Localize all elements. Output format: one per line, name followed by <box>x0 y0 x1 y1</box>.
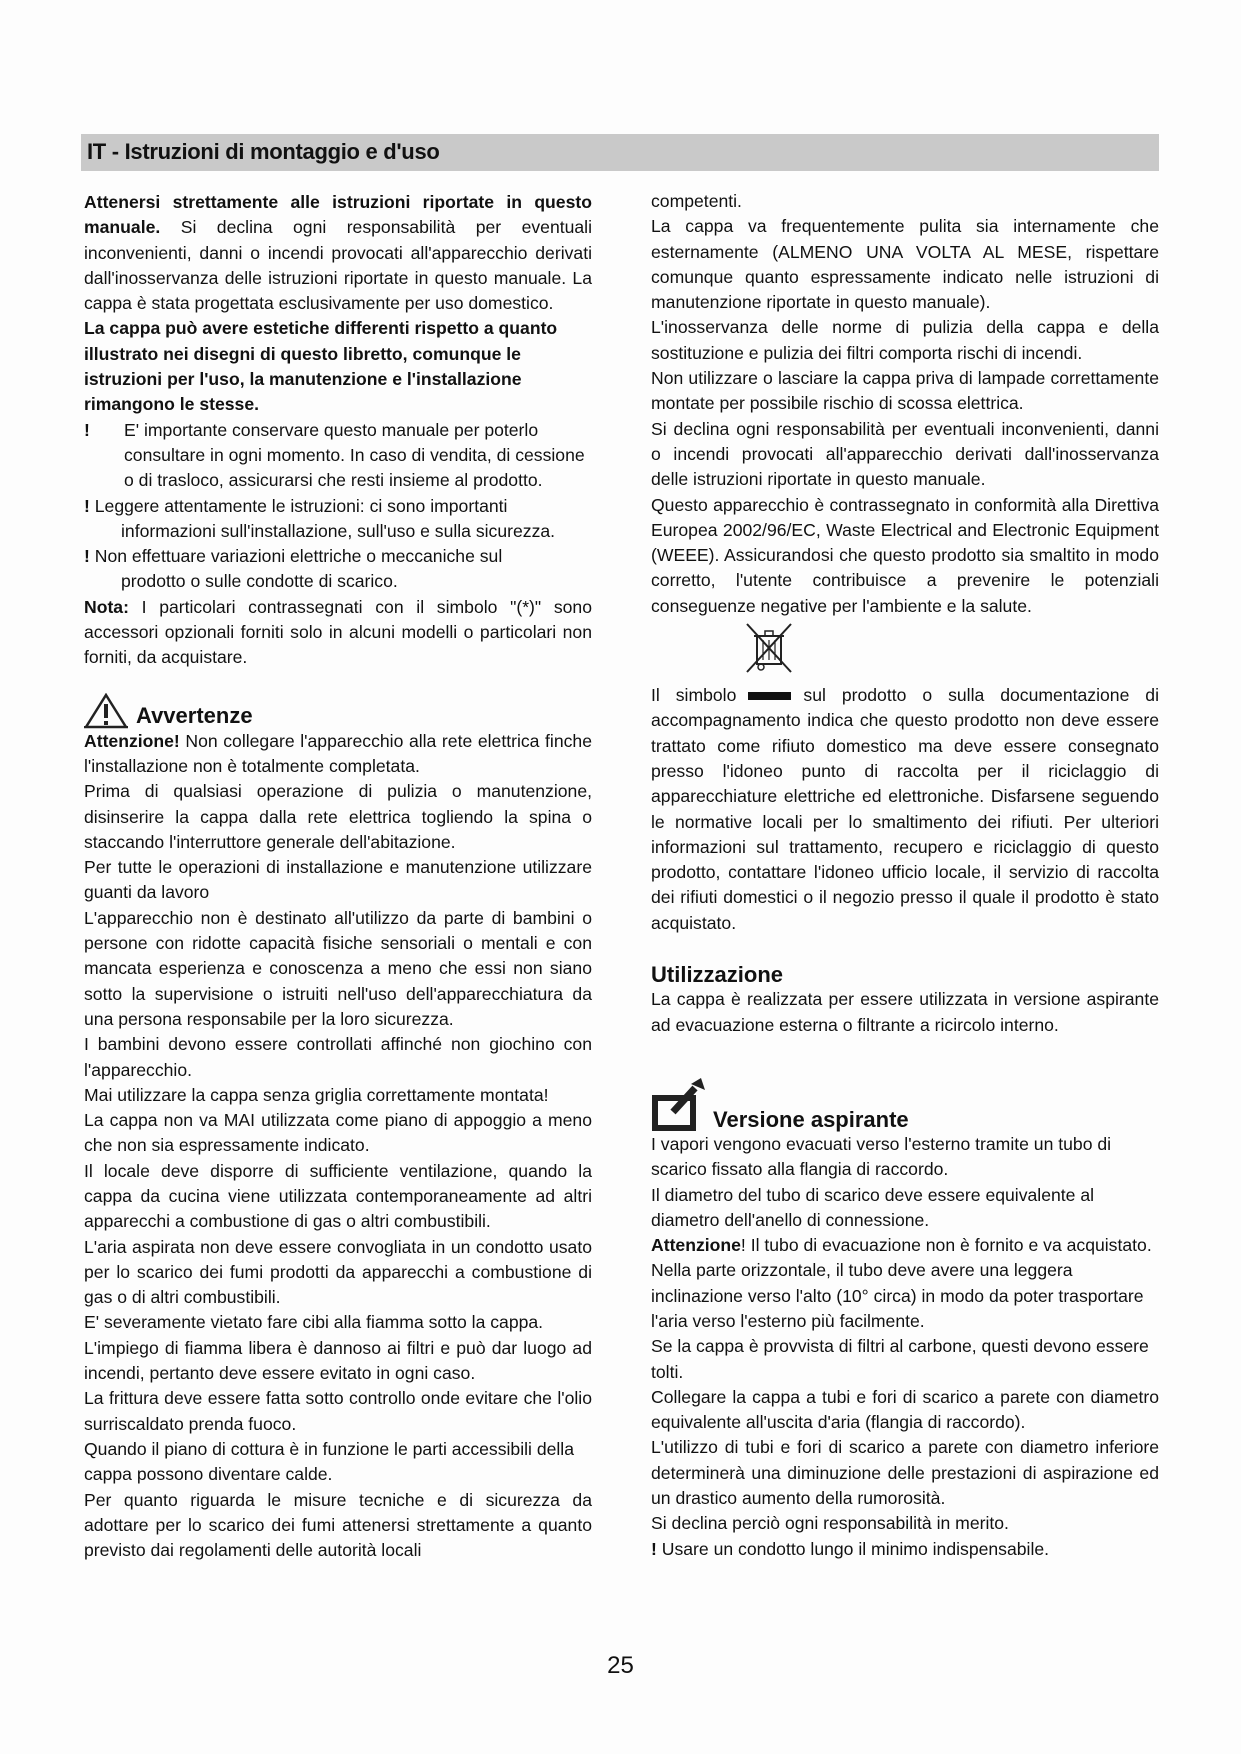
attention-paragraph: Attenzione! Non collegare l'apparecchio alla rete elettrica finche l'installazione non è totalmente completata. <box>84 730 592 776</box>
exclamation-marker: ! <box>84 546 90 567</box>
paragraph: Nella parte orizzontale, il tubo deve avere una leggera inclinazione verso l'alto (10° circa) in modo da poter trasportare l'aria verso l'esterno più facilmente. <box>651 1260 1144 1331</box>
warning-triangle-icon <box>84 693 128 729</box>
bullet-1-continuation: consultare in ogni momento. In caso di vendita, di cessione o di trasloco, assicurarsi che resti insieme al prodotto. <box>124 444 585 491</box>
paragraph: Collegare la cappa a tubi e fori di scarico a parete con diametro equivalente all'uscita d'aria (flangia di raccordo). <box>651 1386 1159 1433</box>
design-note: La cappa può avere estetiche differenti rispetto a quanto illustrato nei disegni di questo libretto, comunque le istruzioni per l'uso, la manutenzione e l'installazione rimangono le stesse. <box>84 318 558 415</box>
paragraph: Per tutte le operazioni di installazione e manutenzione utilizzare guanti da lavoro <box>84 857 592 903</box>
utilization-title: Utilizzazione <box>651 962 784 988</box>
warnings-title: Avvertenze <box>136 703 253 729</box>
exclamation-marker: ! <box>84 495 90 516</box>
paragraph: Prima di qualsiasi operazione di pulizia o manutenzione, disinserire la cappa dalla rete elettrica togliendo la spina o staccando l'interruttore generale dell'abitazione. <box>84 781 592 852</box>
warnings-heading <box>84 685 592 729</box>
paragraph: Se la cappa è provvista di filtri al carbone, questi devono essere tolti. <box>651 1336 1149 1382</box>
paragraph: I vapori vengono evacuati verso l'esterno tramite un tubo di scarico fissato alla flangia di raccordo. <box>651 1133 1112 1180</box>
paragraph: competenti. <box>651 191 742 211</box>
exclamation-marker: ! <box>84 419 90 440</box>
paragraph: L'impiego di fiamma libera è dannoso ai filtri e può dar luogo ad incendi, pertanto deve essere evitato in ogni caso. <box>84 1337 592 1384</box>
bullet-3-continuation: prodotto o sulle condotte di scarico. <box>121 571 398 592</box>
bullet-2-continuation: informazioni sull'installazione, sull'uso e sulla sicurezza. <box>121 520 556 541</box>
paragraph: L'aria aspirata non deve essere convogliata in un condotto usato per lo scarico dei fumi prodotti da apparecchi a combustione di gas o di altri combustibili. <box>84 1236 592 1308</box>
intro-bold: Attenersi strettamente alle istruzioni riportate in questo manuale. <box>84 192 592 238</box>
paragraph: L'inosservanza delle norme di pulizia della cappa e della sostituzione e pulizia dei filtri comporta rischi di incendi. <box>651 317 1159 363</box>
paragraph: Il diametro del tubo di scarico deve essere equivalente al diametro dell'anello di connessione. <box>651 1184 1095 1230</box>
paragraph: Quando il piano di cottura è in funzione le parti accessibili della cappa possono diventare calde. <box>84 1438 574 1485</box>
section-title: IT - Istruzioni di montaggio e d'uso <box>87 139 440 164</box>
extraction-version-heading <box>651 1076 1159 1132</box>
paragraph: L'apparecchio non è destinato all'utilizzo da parte di bambini o persone con ridotte capacità fisiche sensoriali o mentali e con mancata esperienza e conoscenza a meno che essi non siano sotto la supervisione o istruiti nell'uso dell'apparecchiatura da una persona responsabile per la loro sicurezza. <box>84 907 592 1029</box>
ducted-hood-icon <box>651 1076 711 1132</box>
attention-label: Attenzione! <box>84 730 180 751</box>
paragraph: Si declina perciò ogni responsabilità in merito. <box>651 1513 1009 1534</box>
weee-crossed-bin-icon <box>743 622 795 674</box>
attention-label: Attenzione <box>651 1235 741 1256</box>
paragraph: Si declina ogni responsabilità per eventuali inconvenienti, danni o incendi provocati all'apparecchio derivati dall'inosservanza delle istruzioni riportate in questo manuale. <box>651 418 1159 490</box>
page-number: 25 <box>607 1652 634 1679</box>
intro-paragraph <box>84 190 592 316</box>
weee-paragraph: Questo apparecchio è contrassegnato in conformità alla Direttiva Europea 2002/96/EC, Waste Electrical and Electronic Equipment (WEEE). Assicurandosi che questo prodotto sia smaltito in modo corretto, l'utente contribuisce a prevenire le potenziali conseguenze negative per l'ambiente e la salute. <box>651 494 1159 616</box>
intro-rest: Si declina ogni responsabilità per eventuali inconvenienti, danni o incendi provocati all'apparecchio derivati dall'inosservanza delle istruzioni riportate in questo manuale. La cappa è stata progettata esclusivamente per uso domestico. <box>84 217 592 314</box>
attention-paragraph: Attenzione! Il tubo di evacuazione non è fornito e va acquistato. <box>651 1235 1152 1256</box>
bullet-1: ! E' importante conservare questo manuale per poterlo <box>84 418 592 443</box>
final-bullet: ! Usare un condotto lungo il minimo indispensabile. <box>651 1538 1050 1559</box>
paragraph: La cappa non va MAI utilizzata come piano di appoggio a meno che non sia espressamente indicato. <box>84 1110 592 1156</box>
bullet-2: ! Leggere attentamente le istruzioni: ci sono importanti <box>84 495 508 516</box>
extraction-version-title: Versione aspirante <box>713 1106 909 1132</box>
paragraph: Mai utilizzare la cappa senza griglia correttamente montata! <box>84 1084 549 1105</box>
nota-paragraph: Nota: I particolari contrassegnati con il simbolo "(*)" sono accessori opzionali forniti solo in alcuni modelli o particolari non forniti, da acquistare. <box>84 596 592 668</box>
right-column <box>651 189 1159 1562</box>
weee-icon-spacer <box>651 619 1159 683</box>
bullet-3: ! Non effettuare variazioni elettriche o meccaniche sul <box>84 546 503 567</box>
nota-label: Nota: <box>84 596 129 617</box>
paragraph: La cappa è realizzata per essere utilizzata in versione aspirante ad evacuazione esterna o filtrante a ricircolo interno. <box>651 989 1159 1035</box>
paragraph: E' severamente vietato fare cibi alla fiamma sotto la cappa. <box>84 1312 544 1333</box>
symbol-paragraph: Il simbolo sul prodotto o sulla documentazione di accompagnamento indica che questo prodotto non deve essere trattato come rifiuto domestico ma deve essere consegnato presso l'idoneo punto di raccolta per il riciclaggio di apparecchiature elettriche ed elettroniche. Disfarsene seguendo le normative locali per lo smaltimento dei rifiuti. Per ulteriori informazioni sul trattamento, recupero e riciclaggio di questo prodotto, contattare l'idoneo ufficio locale, il servizio di raccolta dei rifiuti domestici o il negozio presso il quale il prodotto è stato acquistato. <box>651 685 1160 933</box>
section-header-bar <box>81 134 1159 171</box>
paragraph: La frittura deve essere fatta sotto controllo onde evitare che l'olio surriscaldato prenda fuoco. <box>84 1388 592 1434</box>
paragraph: I bambini devono essere controllati affinché non giochino con l'apparecchio. <box>84 1034 592 1080</box>
paragraph: Per quanto riguarda le misure tecniche e di sicurezza da adottare per lo scarico dei fumi attenersi strettamente a quanto previsto dai regolamenti delle autorità locali <box>84 1489 592 1561</box>
paragraph: Il locale deve disporre di sufficiente ventilazione, quando la cappa da cucina viene utilizzata contemporaneamente ad altri apparecchi a combustione di gas o altri combustibili. <box>84 1160 592 1232</box>
left-column <box>84 190 592 1563</box>
paragraph: La cappa va frequentemente pulita sia internamente che esternamente (ALMENO UNA VOLTA AL MESE, rispettare comunque quanto espressamente indicato nelle istruzioni di manutenzione riportate in questo manuale). <box>651 216 1159 313</box>
paragraph: Non utilizzare o lasciare la cappa priva di lampade correttamente montate per possibile rischio di scossa elettrica. <box>651 368 1159 414</box>
weee-bar-icon <box>748 692 791 700</box>
paragraph: L'utilizzo di tubi e fori di scarico a parete con diametro inferiore determinerà una diminuzione delle prestazioni di aspirazione ed un drastico aumento della rumorosità. <box>651 1437 1159 1509</box>
exclamation-marker: ! <box>651 1538 657 1559</box>
